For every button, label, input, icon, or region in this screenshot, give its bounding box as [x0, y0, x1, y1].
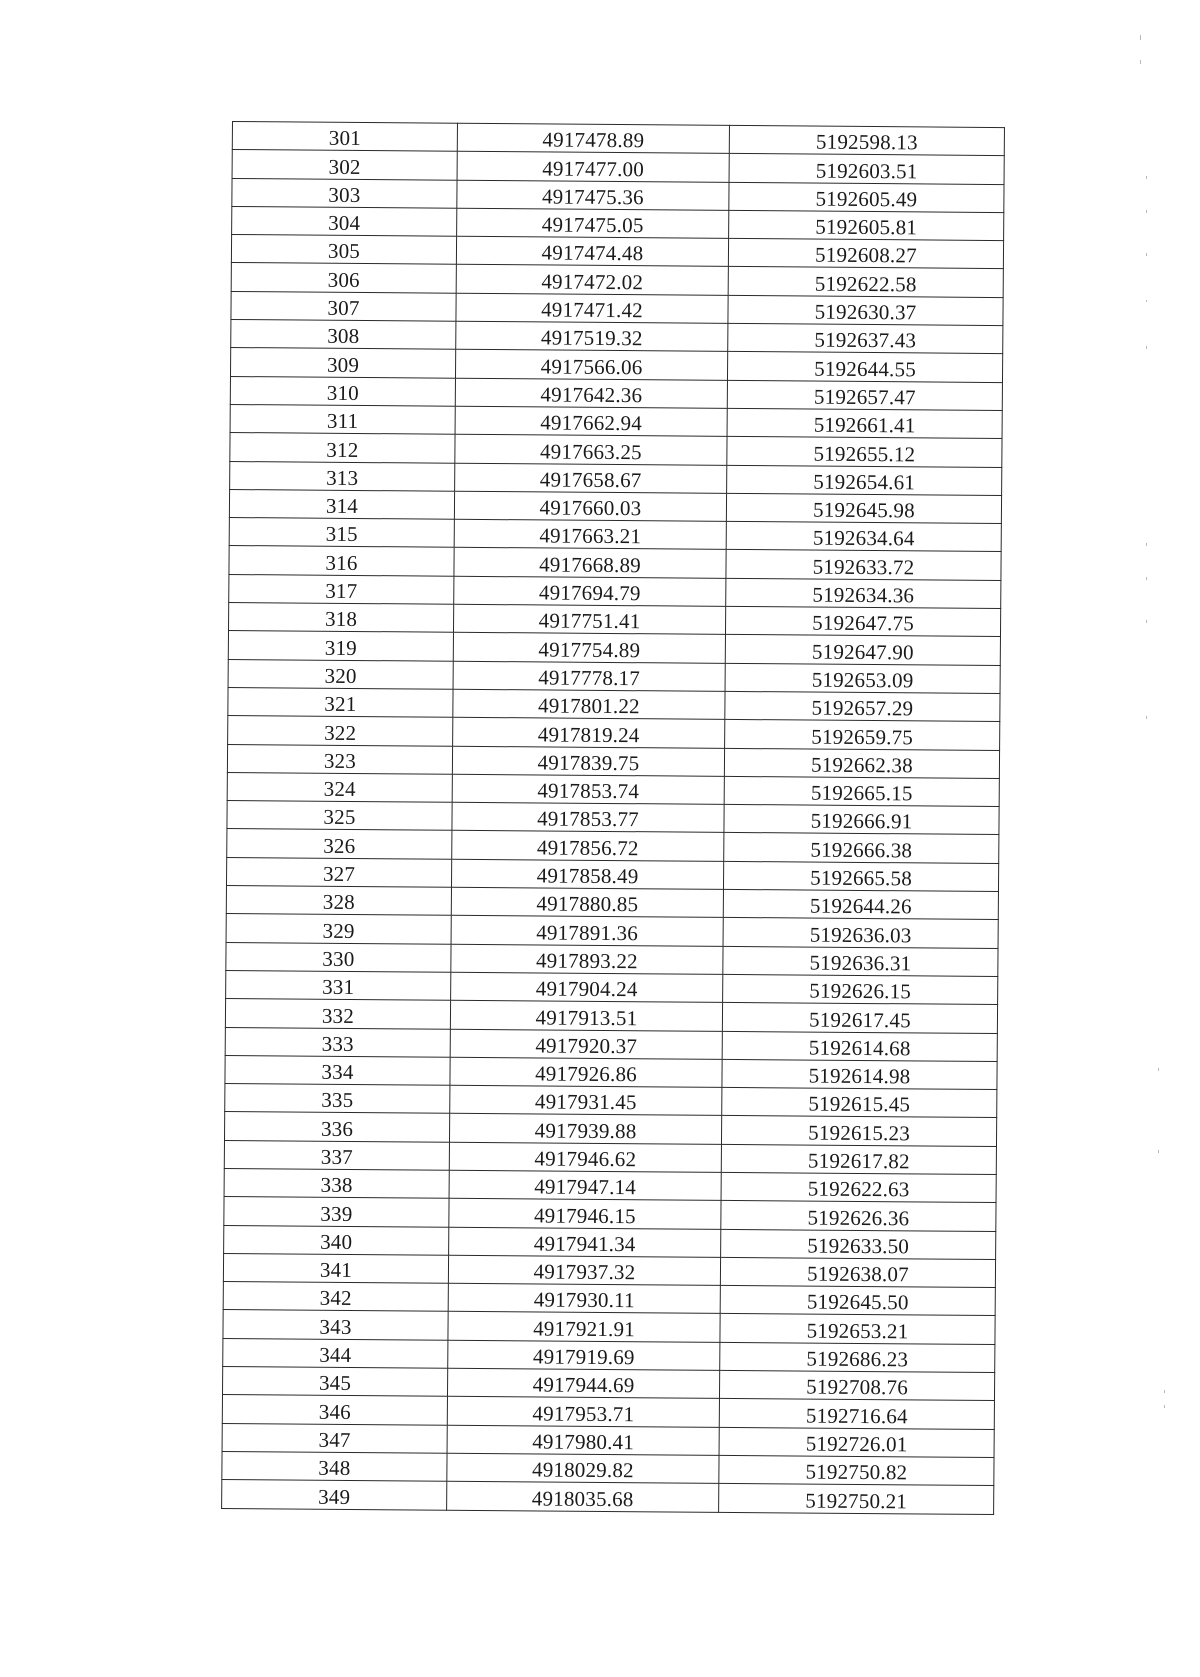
- x-coordinate-cell: 4917893.22: [451, 944, 723, 974]
- point-number-cell: 340: [224, 1225, 449, 1255]
- y-coordinate-cell: 5192661.41: [727, 408, 1002, 438]
- y-coordinate-cell: 5192708.76: [719, 1370, 994, 1400]
- y-coordinate-cell: 5192750.21: [719, 1484, 994, 1514]
- x-coordinate-cell: 4917663.25: [455, 435, 727, 465]
- point-number-cell: 314: [229, 489, 454, 519]
- x-coordinate-cell: 4917931.45: [450, 1085, 722, 1115]
- point-number-cell: 306: [231, 263, 456, 293]
- y-coordinate-cell: 5192638.07: [720, 1257, 995, 1287]
- point-number-cell: 311: [230, 404, 455, 434]
- point-number-cell: 339: [224, 1197, 449, 1227]
- y-coordinate-cell: 5192654.61: [727, 465, 1002, 495]
- y-coordinate-cell: 5192666.91: [724, 805, 999, 835]
- x-coordinate-cell: 4917939.88: [449, 1114, 721, 1144]
- point-number-cell: 324: [227, 772, 452, 802]
- y-coordinate-cell: 5192657.29: [725, 691, 1000, 721]
- x-coordinate-cell: 4917478.89: [457, 123, 729, 153]
- x-coordinate-cell: 4917778.17: [453, 661, 725, 691]
- y-coordinate-cell: 5192750.82: [719, 1455, 994, 1485]
- point-number-cell: 305: [231, 235, 456, 265]
- point-number-cell: 319: [228, 631, 453, 661]
- point-number-cell: 335: [225, 1084, 450, 1114]
- point-number-cell: 341: [223, 1253, 448, 1283]
- point-number-cell: 338: [224, 1168, 449, 1198]
- x-coordinate-cell: 4917751.41: [453, 604, 725, 634]
- y-coordinate-cell: 5192605.49: [729, 182, 1004, 212]
- y-coordinate-cell: 5192653.21: [720, 1314, 995, 1344]
- y-coordinate-cell: 5192603.51: [729, 154, 1004, 184]
- x-coordinate-cell: 4917941.34: [449, 1227, 721, 1257]
- y-coordinate-cell: 5192633.50: [721, 1229, 996, 1259]
- point-number-cell: 316: [229, 546, 454, 576]
- x-coordinate-cell: 4917694.79: [454, 576, 726, 606]
- y-coordinate-cell: 5192630.37: [728, 295, 1003, 325]
- x-coordinate-cell: 4917853.77: [452, 802, 724, 832]
- x-coordinate-cell: 4917944.69: [447, 1368, 719, 1398]
- y-coordinate-cell: 5192626.15: [723, 974, 998, 1004]
- y-coordinate-cell: 5192637.43: [728, 323, 1003, 353]
- coordinates-table-body: [222, 122, 1005, 1515]
- x-coordinate-cell: 4917880.85: [451, 887, 723, 917]
- point-number-cell: 320: [228, 659, 453, 689]
- y-coordinate-cell: 5192598.13: [729, 125, 1004, 155]
- point-number-cell: 346: [222, 1395, 447, 1425]
- y-coordinate-cell: 5192633.72: [726, 550, 1001, 580]
- point-number-cell: 323: [227, 744, 452, 774]
- y-coordinate-cell: 5192716.64: [719, 1399, 994, 1429]
- x-coordinate-cell: 4918029.82: [447, 1453, 719, 1483]
- point-number-cell: 349: [222, 1480, 447, 1510]
- point-number-cell: 303: [232, 178, 457, 208]
- y-coordinate-cell: 5192645.50: [720, 1286, 995, 1316]
- y-coordinate-cell: 5192726.01: [719, 1427, 994, 1457]
- x-coordinate-cell: 4917839.75: [452, 746, 724, 776]
- y-coordinate-cell: 5192614.98: [722, 1059, 997, 1089]
- x-coordinate-cell: 4917642.36: [455, 378, 727, 408]
- y-coordinate-cell: 5192659.75: [725, 720, 1000, 750]
- point-number-cell: 310: [230, 376, 455, 406]
- x-coordinate-cell: 4917660.03: [454, 491, 726, 521]
- point-number-cell: 308: [231, 320, 456, 350]
- point-number-cell: 334: [225, 1055, 450, 1085]
- x-coordinate-cell: 4917819.24: [453, 717, 725, 747]
- y-coordinate-cell: 5192636.03: [723, 918, 998, 948]
- point-number-cell: 333: [225, 1027, 450, 1057]
- y-coordinate-cell: 5192622.63: [721, 1172, 996, 1202]
- x-coordinate-cell: 4917472.02: [456, 265, 728, 295]
- y-coordinate-cell: 5192644.55: [727, 352, 1002, 382]
- point-number-cell: 304: [232, 206, 457, 236]
- point-number-cell: 348: [222, 1451, 447, 1481]
- point-number-cell: 315: [229, 518, 454, 548]
- point-number-cell: 318: [228, 603, 453, 633]
- y-coordinate-cell: 5192665.58: [723, 861, 998, 891]
- point-number-cell: 342: [223, 1282, 448, 1312]
- x-coordinate-cell: 4917475.05: [457, 208, 729, 238]
- y-coordinate-cell: 5192634.36: [726, 578, 1001, 608]
- y-coordinate-cell: 5192626.36: [721, 1201, 996, 1231]
- x-coordinate-cell: 4918035.68: [447, 1481, 719, 1511]
- x-coordinate-cell: 4917926.86: [450, 1057, 722, 1087]
- point-number-cell: 301: [232, 122, 457, 152]
- point-number-cell: 309: [230, 348, 455, 378]
- point-number-cell: 325: [227, 801, 452, 831]
- y-coordinate-cell: 5192662.38: [724, 748, 999, 778]
- x-coordinate-cell: 4917856.72: [452, 831, 724, 861]
- point-number-cell: 317: [229, 574, 454, 604]
- x-coordinate-cell: 4917519.32: [456, 321, 728, 351]
- point-number-cell: 327: [226, 857, 451, 887]
- point-number-cell: 329: [226, 914, 451, 944]
- y-coordinate-cell: 5192647.75: [725, 606, 1000, 636]
- y-coordinate-cell: 5192605.81: [729, 210, 1004, 240]
- y-coordinate-cell: 5192636.31: [723, 946, 998, 976]
- table-row: [222, 1480, 994, 1514]
- point-number-cell: 321: [228, 687, 453, 717]
- x-coordinate-cell: 4917566.06: [455, 350, 727, 380]
- x-coordinate-cell: 4917891.36: [451, 916, 723, 946]
- y-coordinate-cell: 5192608.27: [728, 239, 1003, 269]
- point-number-cell: 326: [227, 829, 452, 859]
- y-coordinate-cell: 5192653.09: [725, 663, 1000, 693]
- x-coordinate-cell: 4917947.14: [449, 1170, 721, 1200]
- y-coordinate-cell: 5192666.38: [724, 833, 999, 863]
- point-number-cell: 347: [222, 1423, 447, 1453]
- y-coordinate-cell: 5192617.45: [722, 1003, 997, 1033]
- x-coordinate-cell: 4917919.69: [448, 1340, 720, 1370]
- x-coordinate-cell: 4917953.71: [447, 1397, 719, 1427]
- point-number-cell: 302: [232, 150, 457, 180]
- x-coordinate-cell: 4917930.11: [448, 1283, 720, 1313]
- x-coordinate-cell: 4917471.42: [456, 293, 728, 323]
- point-number-cell: 345: [222, 1367, 447, 1397]
- x-coordinate-cell: 4917658.67: [455, 463, 727, 493]
- point-number-cell: 307: [231, 291, 456, 321]
- point-number-cell: 331: [226, 970, 451, 1000]
- x-coordinate-cell: 4917662.94: [455, 406, 727, 436]
- x-coordinate-cell: 4917980.41: [447, 1425, 719, 1455]
- y-coordinate-cell: 5192647.90: [725, 635, 1000, 665]
- point-number-cell: 332: [225, 999, 450, 1029]
- x-coordinate-cell: 4917474.48: [456, 236, 728, 266]
- y-coordinate-cell: 5192686.23: [720, 1342, 995, 1372]
- y-coordinate-cell: 5192617.82: [721, 1144, 996, 1174]
- y-coordinate-cell: 5192645.98: [726, 493, 1001, 523]
- coordinates-table: [221, 121, 1005, 1515]
- point-number-cell: 330: [226, 942, 451, 972]
- x-coordinate-cell: 4917668.89: [454, 548, 726, 578]
- x-coordinate-cell: 4917663.21: [454, 519, 726, 549]
- x-coordinate-cell: 4917475.36: [457, 180, 729, 210]
- x-coordinate-cell: 4917913.51: [450, 1000, 722, 1030]
- y-coordinate-cell: 5192615.23: [721, 1116, 996, 1146]
- y-coordinate-cell: 5192615.45: [722, 1087, 997, 1117]
- point-number-cell: 336: [224, 1112, 449, 1142]
- x-coordinate-cell: 4917801.22: [453, 689, 725, 719]
- x-coordinate-cell: 4917904.24: [451, 972, 723, 1002]
- x-coordinate-cell: 4917477.00: [457, 152, 729, 182]
- point-number-cell: 312: [230, 433, 455, 463]
- point-number-cell: 322: [228, 716, 453, 746]
- x-coordinate-cell: 4917937.32: [448, 1255, 720, 1285]
- x-coordinate-cell: 4917754.89: [453, 633, 725, 663]
- x-coordinate-cell: 4917920.37: [450, 1029, 722, 1059]
- y-coordinate-cell: 5192634.64: [726, 522, 1001, 552]
- point-number-cell: 337: [224, 1140, 449, 1170]
- point-number-cell: 313: [230, 461, 455, 491]
- y-coordinate-cell: 5192614.68: [722, 1031, 997, 1061]
- y-coordinate-cell: 5192665.15: [724, 776, 999, 806]
- x-coordinate-cell: 4917858.49: [451, 859, 723, 889]
- y-coordinate-cell: 5192655.12: [727, 437, 1002, 467]
- point-number-cell: 343: [223, 1310, 448, 1340]
- x-coordinate-cell: 4917946.62: [449, 1142, 721, 1172]
- y-coordinate-cell: 5192622.58: [728, 267, 1003, 297]
- point-number-cell: 344: [223, 1338, 448, 1368]
- x-coordinate-cell: 4917853.74: [452, 774, 724, 804]
- y-coordinate-cell: 5192644.26: [723, 889, 998, 919]
- x-coordinate-cell: 4917946.15: [449, 1199, 721, 1229]
- x-coordinate-cell: 4917921.91: [448, 1312, 720, 1342]
- point-number-cell: 328: [226, 885, 451, 915]
- y-coordinate-cell: 5192657.47: [727, 380, 1002, 410]
